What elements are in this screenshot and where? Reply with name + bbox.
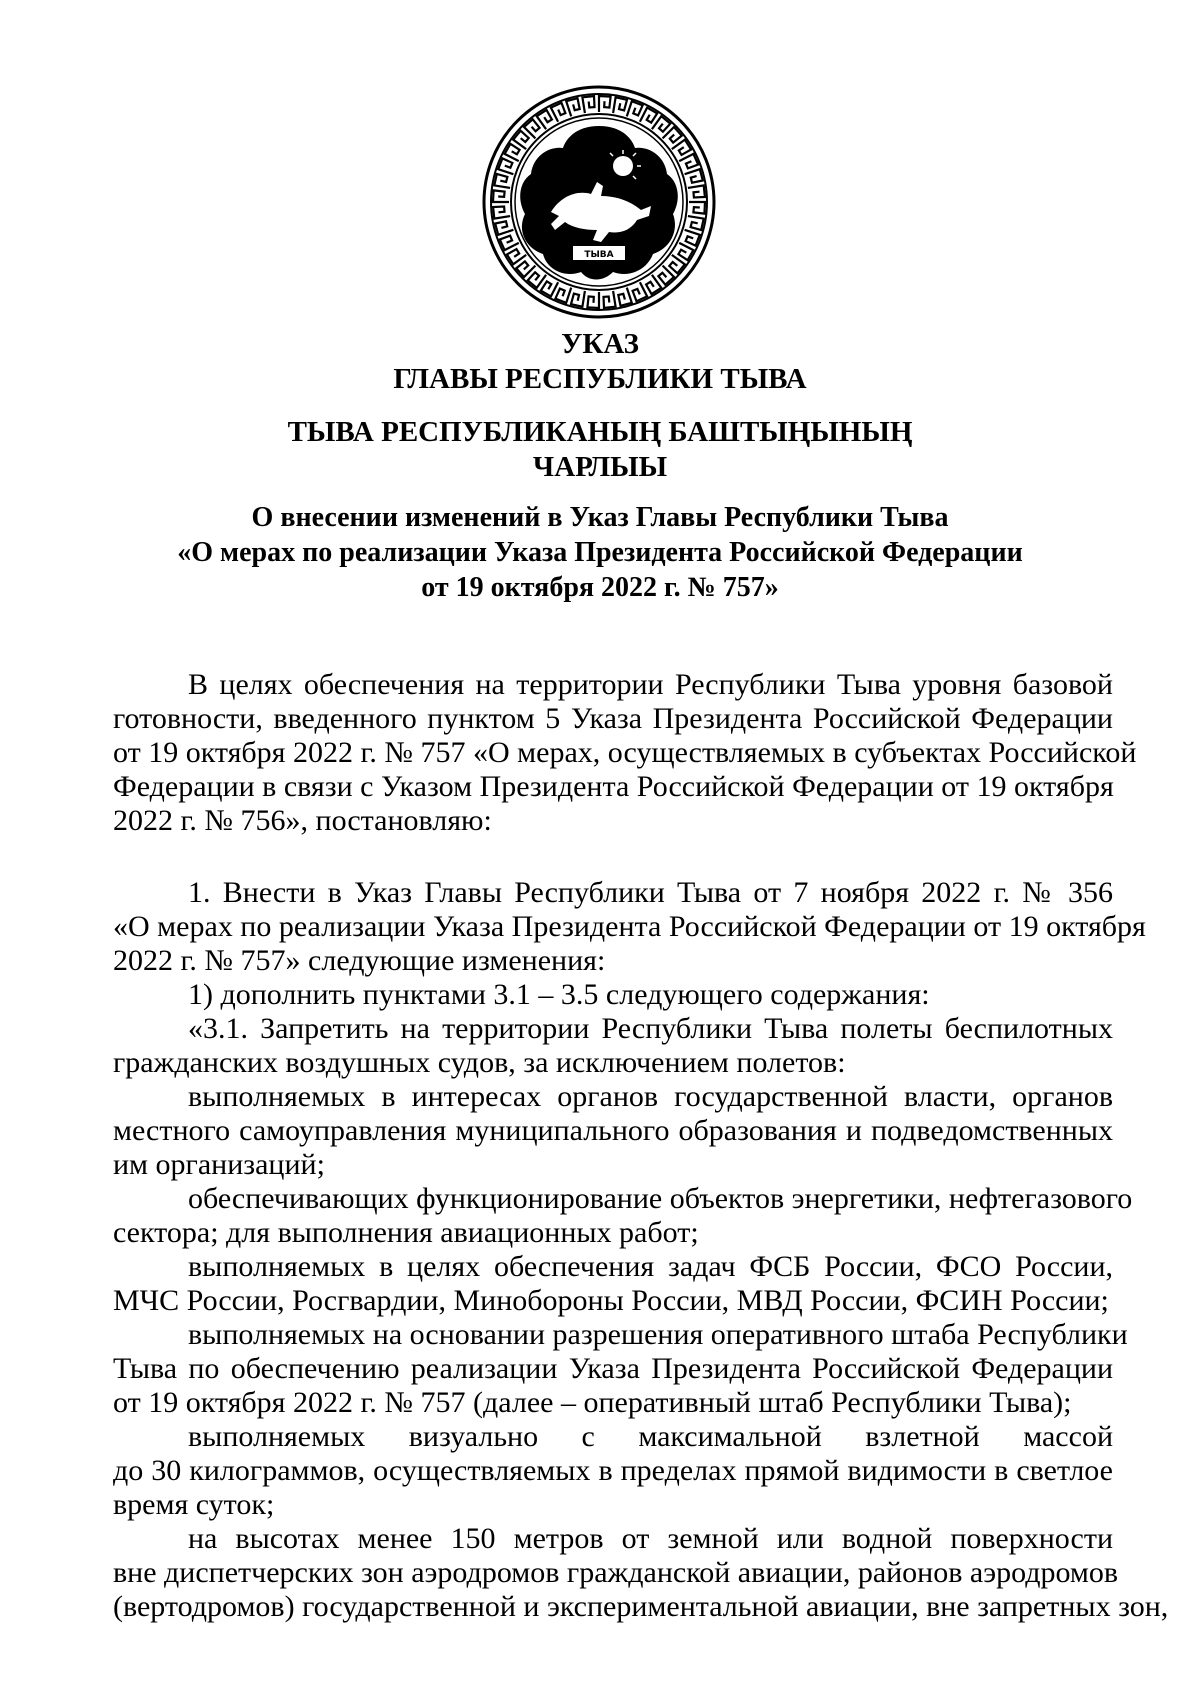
body-line [113, 838, 1113, 876]
body-line: «О мерах по реализации Указа Президента Российской Федерации от 19 октября [113, 910, 1146, 943]
body-line: МЧС России, Росгвардии, Минобороны России, МВД России, ФСИН России; [113, 1284, 1109, 1317]
body-line: 2022 г. № 757» следующие изменения: [113, 944, 606, 977]
emblem-lettering: ТЫВА [584, 250, 614, 260]
body-line: местного самоуправления муниципального образования и подведомственных [113, 1114, 1113, 1147]
body-line: гражданских воздушных судов, за исключением полетов: [113, 1046, 846, 1079]
decree-title [100, 327, 1100, 397]
subject-line-1: О внесении изменений в Указ Главы Республики Тыва [251, 502, 949, 533]
title-line-4: ЧАРЛЫЫ [532, 451, 668, 483]
decree-body [113, 668, 1169, 1624]
body-line: готовности, введенного пунктом 5 Указа Президента Российской Федерации [113, 702, 1113, 735]
body-line: сектора; для выполнения авиационных работ; [113, 1216, 699, 1249]
body-line: 1. Внести в Указ Главы Республики Тыва от 7 ноября 2022 г. № 356 [188, 876, 1113, 909]
body-line: обеспечивающих функционирование объектов энергетики, нефтегазового [188, 1182, 1133, 1215]
decree-subject [100, 500, 1100, 605]
body-line: на высотах менее 150 метров от земной или водной поверхности [188, 1522, 1113, 1555]
body-line: «3.1. Запретить на территории Республики Тыва полеты беспилотных [188, 1012, 1113, 1045]
body-line: 1) дополнить пунктами 3.1 – 3.5 следующего содержания: [188, 978, 930, 1011]
body-line: Тыва по обеспечению реализации Указа Президента Российской Федерации [113, 1352, 1113, 1385]
title-line-1: УКАЗ [561, 328, 639, 360]
body-line: выполняемых визуально с максимальной взлетной массой [188, 1420, 1113, 1453]
body-line: от 19 октября 2022 г. № 757 (далее – оперативный штаб Республики Тыва); [113, 1386, 1072, 1419]
decree-title-tuvan [100, 415, 1100, 485]
body-line: от 19 октября 2022 г. № 757 «О мерах, осуществляемых в субъектах Российской [113, 736, 1137, 769]
body-line: выполняемых в интересах органов государственной власти, органов [188, 1080, 1113, 1113]
body-line: выполняемых на основании разрешения оперативного штаба Республики [188, 1318, 1128, 1351]
body-line: им организаций; [113, 1148, 325, 1181]
subject-line-3: от 19 октября 2022 г. № 757» [421, 572, 779, 603]
body-line: Федерации в связи с Указом Президента Российской Федерации от 19 октября [113, 770, 1114, 803]
tuva-coat-of-arms-icon [481, 84, 717, 320]
body-line: 2022 г. № 756», постановляю: [113, 804, 492, 837]
subject-line-2: «О мерах по реализации Указа Президента Российской Федерации [177, 537, 1023, 568]
body-line: выполняемых в целях обеспечения задач ФСБ России, ФСО России, [188, 1250, 1113, 1283]
body-line: В целях обеспечения на территории Республики Тыва уровня базовой [188, 668, 1113, 701]
body-line: время суток; [113, 1488, 275, 1521]
body-line: вне диспетчерских зон аэродромов гражданской авиации, районов аэродромов [113, 1556, 1119, 1589]
title-line-2: ГЛАВЫ РЕСПУБЛИКИ ТЫВА [393, 363, 807, 395]
body-line: до 30 килограммов, осуществляемых в пределах прямой видимости в светлое [113, 1454, 1113, 1487]
body-line: (вертодромов) государственной и экспериментальной авиации, вне запретных зон, [113, 1590, 1169, 1623]
title-line-3: ТЫВА РЕСПУБЛИКАНЫҢ БАШТЫҢЫНЫҢ [287, 416, 913, 448]
